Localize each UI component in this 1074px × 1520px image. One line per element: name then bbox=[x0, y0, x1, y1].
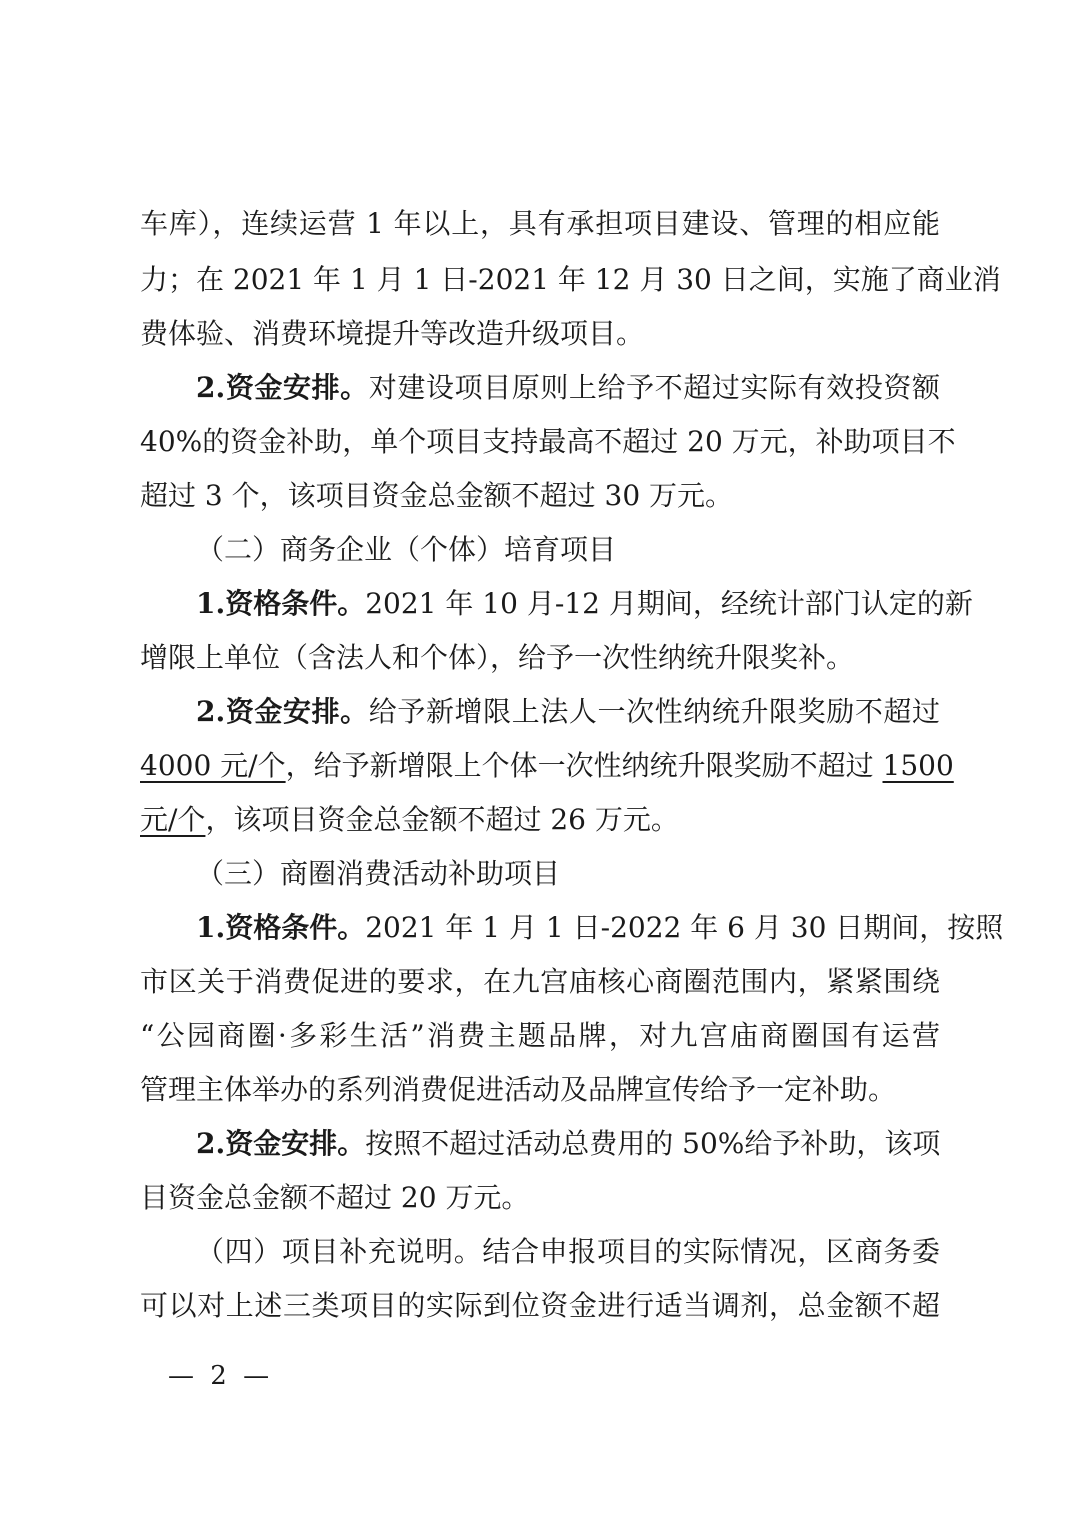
body-line: “公园商圈·多彩生活”消费主题品牌，对九宫庙商圈国有运营 bbox=[140, 1019, 940, 1052]
paragraph-text: ，该项目资金总金额不超过 26 万元。 bbox=[205, 803, 679, 836]
section-heading: 2.资金安排。 bbox=[196, 371, 369, 404]
body-line bbox=[196, 1124, 940, 1164]
underlined-amount: 元/个 bbox=[140, 803, 206, 836]
body-line bbox=[196, 692, 940, 732]
underlined-amount: 1500 bbox=[882, 749, 954, 782]
paragraph-text: 按照不超过活动总费用的 50%给予补助，该项 bbox=[365, 1127, 941, 1160]
paragraph-text: 结合申报项目的实际情况，区商务委 bbox=[482, 1235, 940, 1268]
paragraph-text: ，给予新增限上个体一次性纳统升限奖励不超过 bbox=[285, 749, 883, 782]
body-line bbox=[196, 368, 940, 408]
page-number: — 2 — bbox=[168, 1361, 274, 1391]
body-line: 40%的资金补助，单个项目支持最高不超过 20 万元，补助项目不 bbox=[140, 425, 956, 458]
body-line bbox=[140, 800, 940, 840]
body-line: 费体验、消费环境提升等改造升级项目。 bbox=[140, 317, 645, 350]
section-heading: （四）项目补充说明。 bbox=[196, 1235, 483, 1268]
body-line: 市区关于消费促进的要求，在九宫庙核心商圈范围内，紧紧围绕 bbox=[140, 965, 940, 998]
paragraph-text: 2021 年 1 月 1 日-2022 年 6 月 30 日期间，按照 bbox=[365, 911, 1004, 944]
body-line: 车库），连续运营 1 年以上，具有承担项目建设、管理的相应能 bbox=[140, 207, 940, 240]
section-heading: 1.资格条件。 bbox=[196, 587, 366, 620]
body-line bbox=[196, 908, 1004, 948]
body-line bbox=[196, 1232, 940, 1272]
body-line bbox=[196, 584, 973, 624]
body-line: 可以对上述三类项目的实际到位资金进行适当调剂，总金额不超 bbox=[140, 1289, 940, 1322]
underlined-amount: 4000 元/个 bbox=[140, 749, 286, 782]
body-line: 超过 3 个，该项目资金总金额不超过 30 万元。 bbox=[140, 479, 734, 512]
section-heading: 2.资金安排。 bbox=[196, 1127, 366, 1160]
paragraph-text: 2021 年 10 月-12 月期间，经统计部门认定的新 bbox=[365, 587, 973, 620]
subsection-title: （三）商圈消费活动补助项目 bbox=[196, 857, 561, 890]
body-line: 增限上单位（含法人和个体），给予一次性纳统升限奖补。 bbox=[140, 641, 855, 674]
paragraph-text: 对建设项目原则上给予不超过实际有效投资额 bbox=[368, 371, 940, 404]
body-line bbox=[140, 746, 954, 786]
section-heading: 2.资金安排。 bbox=[196, 695, 369, 728]
body-line: 管理主体举办的系列消费促进活动及品牌宣传给予一定补助。 bbox=[140, 1073, 897, 1106]
subsection-title: （二）商务企业（个体）培育项目 bbox=[196, 533, 617, 566]
paragraph-text: 给予新增限上法人一次性纳统升限奖励不超过 bbox=[368, 695, 940, 728]
section-heading: 1.资格条件。 bbox=[196, 911, 366, 944]
body-line: 力；在 2021 年 1 月 1 日-2021 年 12 月 30 日之间，实施了商业消 bbox=[140, 263, 1001, 296]
body-line: 目资金总金额不超过 20 万元。 bbox=[140, 1181, 530, 1214]
